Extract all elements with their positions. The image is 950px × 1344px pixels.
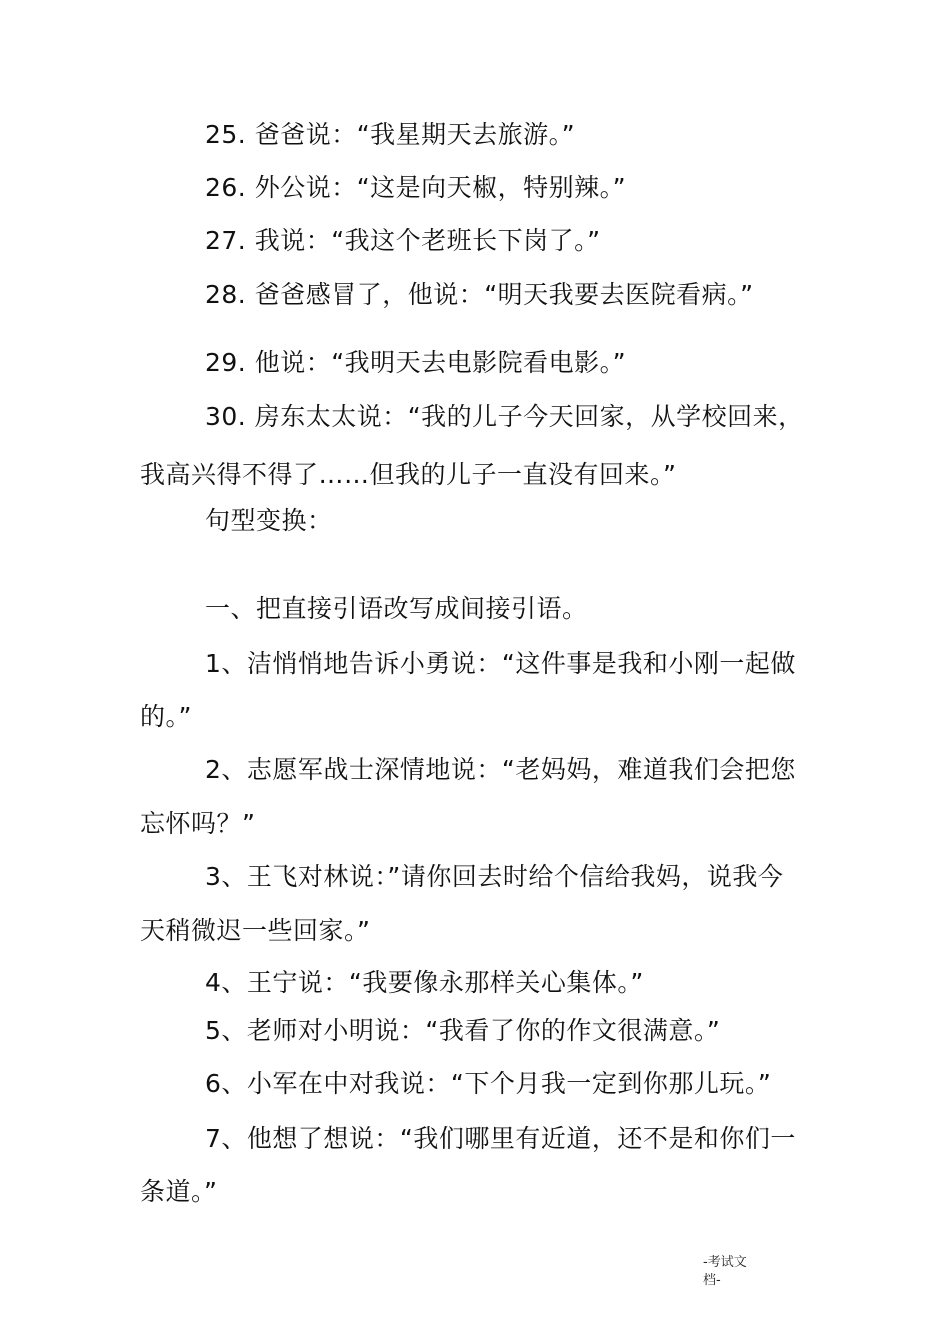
exercise-5: 5、老师对小明说：“我看了你的作文很满意。” [205,1016,721,1045]
item-27 [205,225,601,257]
item-29 [205,347,626,379]
item-26 [205,172,626,204]
item-28 [205,279,754,311]
footer-label-line2: 档- [703,1273,721,1288]
item-text: 爸爸说：“我星期天去旅游。” [254,120,576,149]
item-number: 27. [205,226,247,255]
exercise-6: 6、小军在中对我说：“下个月我一定到你那儿玩。” [205,1069,772,1098]
item-text: 我说：“我这个老班长下岗了。” [254,226,601,255]
exercise-1: 1、洁悄悄地告诉小勇说：“这件事是我和小刚一起做 [205,649,796,678]
exercise-heading: 一、把直接引语改写成间接引语。 [205,594,588,623]
item-number: 28. [205,280,247,309]
item-text: 外公说：“这是向天椒，特别辣。” [254,173,627,202]
item-text: 爸爸感冒了，他说：“明天我要去医院看病。” [254,280,754,309]
item-number: 26. [205,173,247,202]
item-number: 29. [205,348,247,377]
exercise-3-continuation: 天稍微迟一些回家。” [140,916,371,945]
item-number: 30. [205,402,247,431]
item-25 [205,119,575,151]
item-text: 他说：“我明天去电影院看电影。” [254,348,627,377]
item-number: 25. [205,120,247,149]
exercise-2-continuation: 忘怀吗？” [140,809,256,838]
footer-label-line1: -考试文 [703,1255,747,1270]
exercise-1-continuation: 的。” [140,702,192,731]
item-30-continuation: 我高兴得不得了……但我的儿子一直没有回来。” [140,460,677,489]
item-text: 房东太太说：“我的儿子今天回家，从学校回来， [254,402,804,431]
exercise-3: 3、王飞对林说：”请你回去时给个信给我妈，说我今 [205,862,784,891]
exercise-4: 4、王宁说：“我要像永那样关心集体。” [205,968,644,997]
item-30 [205,401,804,433]
exercise-2: 2、志愿军战士深情地说：“老妈妈，难道我们会把您 [205,755,796,784]
section-title: 句型变换： [205,506,333,535]
exercise-7: 7、他想了想说：“我们哪里有近道，还不是和你们一 [205,1124,796,1153]
exercise-7-continuation: 条道。” [140,1177,218,1206]
